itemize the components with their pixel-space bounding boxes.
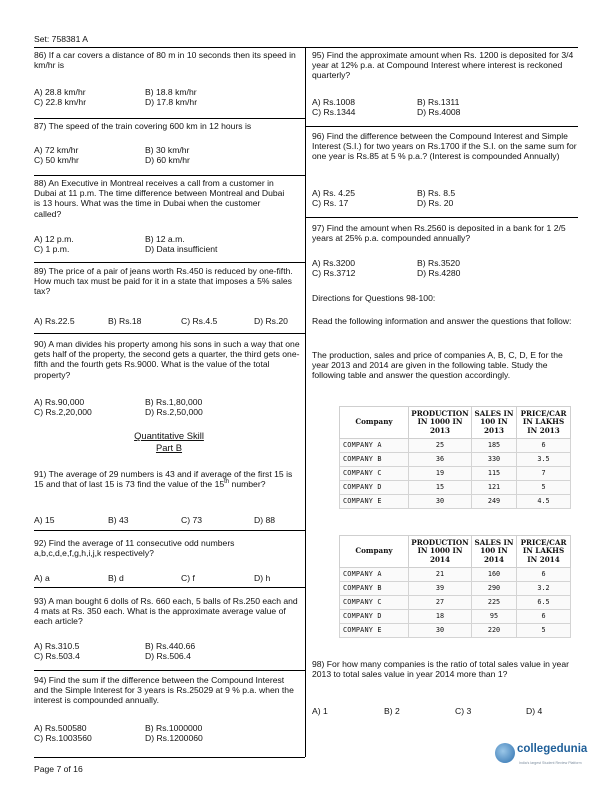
- cell: 6: [517, 439, 571, 453]
- section-title: Quantitative Skill: [134, 430, 204, 441]
- q94-option-d: D) Rs.1200060: [145, 733, 203, 743]
- q97-option-b: B) Rs.3520: [417, 258, 460, 268]
- q90-option-c: C) Rs.2,20,000: [34, 407, 92, 417]
- divider: [34, 175, 305, 176]
- q95-option-d: D) Rs.4008: [417, 107, 461, 117]
- header-production: PRODUCTION IN 1000 IN 2014: [409, 536, 472, 568]
- q87-option-d: D) 60 km/hr: [145, 155, 190, 165]
- divider: [34, 530, 305, 531]
- cell: 5: [517, 624, 571, 638]
- cell: 30: [409, 495, 472, 509]
- cell: 95: [472, 610, 517, 624]
- question-91: [34, 469, 300, 489]
- cell: COMPANY C: [340, 467, 409, 481]
- q92-option-a: A) a: [34, 573, 50, 583]
- q93-option-a: A) Rs.310.5: [34, 641, 80, 651]
- cell: 185: [472, 439, 517, 453]
- question-96: 96) Find the difference between the Compound Interest and Simple Interest (S.I.) for two years on Rs.1700 if the S.I. on the same sum for one year is Rs.85 at 5 % p.a.? (Interest is compounded Annually): [312, 131, 577, 162]
- q94-option-b: B) Rs.1000000: [145, 723, 203, 733]
- header-company: Company: [340, 536, 409, 568]
- divider: [305, 126, 578, 127]
- cell: 6.5: [517, 596, 571, 610]
- q87-option-b: B) 30 km/hr: [145, 145, 190, 155]
- q97-option-c: C) Rs.3712: [312, 268, 356, 278]
- superscript: th: [224, 479, 230, 486]
- q86-option-d: D) 17.8 km/hr: [145, 97, 198, 107]
- q89-option-b: B) Rs.18: [108, 316, 142, 326]
- logo-name: collegedunia: [517, 743, 588, 755]
- table-header-row: [340, 536, 571, 568]
- cell: COMPANY D: [340, 481, 409, 495]
- question-95: 95) Find the approximate amount when Rs. 1200 is deposited for 3/4 year at 12% p.a. at Compound Interest where interest is reckoned quarterly?: [312, 50, 574, 81]
- q91-option-d: D) 88: [254, 515, 276, 525]
- cell: 6: [517, 568, 571, 582]
- q88-option-c: C) 1 p.m.: [34, 244, 70, 254]
- header-company: Company: [340, 407, 409, 439]
- table-row: [340, 467, 571, 481]
- q98-option-d: D) 4: [526, 706, 543, 716]
- cell: 115: [472, 467, 517, 481]
- directions-instruction: Read the following information and answer the questions that follow:: [312, 316, 572, 326]
- q86-option-b: B) 18.8 km/hr: [145, 87, 197, 97]
- q88-option-a: A) 12 p.m.: [34, 234, 74, 244]
- cell: COMPANY B: [340, 453, 409, 467]
- cell: 18: [409, 610, 472, 624]
- question-90: 90) A man divides his property among his sons in such a way that one gets half of the property, the second gets a quarter, the third gets one-fifth and the fourth gets Rs.9000. What is the value of the total property?: [34, 339, 300, 380]
- divider: [34, 587, 305, 588]
- q96-option-a: A) Rs. 4.25: [312, 188, 355, 198]
- divider: [34, 262, 305, 263]
- table-row: [340, 453, 571, 467]
- cell: 7: [517, 467, 571, 481]
- divider: [305, 217, 578, 218]
- question-93: 93) A man bought 6 dolls of Rs. 660 each, 5 balls of Rs.250 each and 4 mats at Rs. 350 each. What is the approximate average value of each article?: [34, 596, 298, 627]
- q98-option-a: A) 1: [312, 706, 328, 716]
- question-97: 97) Find the amount when Rs.2560 is deposited in a bank for 1 2/5 years at 25% p.a. compounded annually?: [312, 223, 566, 244]
- header-price: PRICE/CAR IN LAKHS IN 2014: [517, 536, 571, 568]
- cell: 121: [472, 481, 517, 495]
- cell: 5: [517, 481, 571, 495]
- q94-option-a: A) Rs.500580: [34, 723, 87, 733]
- q96-option-b: B) Rs. 8.5: [417, 188, 456, 198]
- q90-option-a: A) Rs.90,000: [34, 397, 85, 407]
- q90-option-d: D) Rs.2,50,000: [145, 407, 203, 417]
- header-sales: SALES IN 100 IN 2013: [472, 407, 517, 439]
- header-production: PRODUCTION IN 1000 IN 2013: [409, 407, 472, 439]
- q97-option-d: D) Rs.4280: [417, 268, 461, 278]
- directions-passage: The production, sales and price of companies A, B, C, D, E for the year 2013 and 2014 are given in the following table. Study the following table and answer the question accordingly.: [312, 350, 563, 381]
- table-2013: [339, 406, 571, 509]
- divider: [34, 757, 305, 758]
- cell: COMPANY A: [340, 439, 409, 453]
- page-number: Page 7 of 16: [34, 764, 83, 774]
- cell: 220: [472, 624, 517, 638]
- section-part: Part B: [155, 442, 183, 453]
- table-row: [340, 582, 571, 596]
- q88-option-b: B) 12 a.m.: [145, 234, 185, 244]
- q91-option-b: B) 43: [108, 515, 129, 525]
- cell: 36: [409, 453, 472, 467]
- cell: 290: [472, 582, 517, 596]
- q86-option-a: A) 28.8 km/hr: [34, 87, 86, 97]
- cell: COMPANY A: [340, 568, 409, 582]
- table-row: [340, 596, 571, 610]
- cell: 19: [409, 467, 472, 481]
- cell: COMPANY D: [340, 610, 409, 624]
- cell: 225: [472, 596, 517, 610]
- q89-option-c: C) Rs.4.5: [181, 316, 218, 326]
- q95-option-a: A) Rs.1008: [312, 97, 355, 107]
- table-row: [340, 624, 571, 638]
- question-86: 86) If a car covers a distance of 80 m in 10 seconds then its speed in km/hr is: [34, 50, 296, 71]
- q93-option-c: C) Rs.503.4: [34, 651, 80, 661]
- table-row: [340, 568, 571, 582]
- cell: 30: [409, 624, 472, 638]
- divider: [34, 118, 305, 119]
- q95-option-b: B) Rs.1311: [417, 97, 460, 107]
- q91-option-a: A) 15: [34, 515, 55, 525]
- table-row: [340, 495, 571, 509]
- q98-option-b: B) 2: [384, 706, 400, 716]
- q86-option-c: C) 22.8 km/hr: [34, 97, 87, 107]
- cell: COMPANY E: [340, 624, 409, 638]
- q97-option-a: A) Rs.3200: [312, 258, 355, 268]
- header-sales: SALES IN 100 IN 2014: [472, 536, 517, 568]
- cell: COMPANY B: [340, 582, 409, 596]
- cell: 39: [409, 582, 472, 596]
- cell: 4.5: [517, 495, 571, 509]
- q95-option-c: C) Rs.1344: [312, 107, 356, 117]
- q91-option-c: C) 73: [181, 515, 203, 525]
- cell: COMPANY C: [340, 596, 409, 610]
- table-header-row: [340, 407, 571, 439]
- divider: [34, 333, 305, 334]
- cell: 160: [472, 568, 517, 582]
- table-row: [340, 439, 571, 453]
- question-94: 94) Find the sum if the difference between the Compound Interest and the Simple Interest for 3 years is Rs.25029 at 9 % p.a. when the interest is compounded annually.: [34, 675, 294, 706]
- q92-option-b: B) d: [108, 573, 124, 583]
- q87-option-a: A) 72 km/hr: [34, 145, 79, 155]
- cell: 3.2: [517, 582, 571, 596]
- logo-globe-icon: [495, 743, 515, 763]
- q98-option-c: C) 3: [455, 706, 472, 716]
- table-row: [340, 610, 571, 624]
- set-number: Set: 758381 A: [34, 34, 88, 44]
- question-92: 92) Find the average of 11 consecutive odd numbers a,b,c,d,e,f,g,h,i,j,k respectively?: [34, 538, 235, 559]
- question-91-tail: number?: [229, 479, 266, 490]
- question-88: 88) An Executive in Montreal receives a call from a customer in Dubai at 11 p.m. The time difference between Montreal and Dubai is 13 hours. What was the time in Dubai when the customer called?: [34, 178, 285, 219]
- q96-option-c: C) Rs. 17: [312, 198, 349, 208]
- cell: 3.5: [517, 453, 571, 467]
- q92-option-c: C) f: [181, 573, 195, 583]
- cell: 249: [472, 495, 517, 509]
- question-91-text: 91) The average of 29 numbers is 43 and if average of the first 15 is 15 and that of last 15 is 73 find the value of the 15: [34, 469, 293, 490]
- q90-option-b: B) Rs.1,80,000: [145, 397, 203, 407]
- q89-option-d: D) Rs.20: [254, 316, 288, 326]
- cell: 15: [409, 481, 472, 495]
- column-divider: [305, 47, 306, 757]
- logo-tagline: India's largest Student Review Platform: [519, 761, 582, 765]
- header-divider: [34, 47, 578, 48]
- table-row: [340, 481, 571, 495]
- cell: 6: [517, 610, 571, 624]
- cell: 330: [472, 453, 517, 467]
- q93-option-d: D) Rs.506.4: [145, 651, 191, 661]
- q93-option-b: B) Rs.440.66: [145, 641, 196, 651]
- q96-option-d: D) Rs. 20: [417, 198, 454, 208]
- directions-heading: Directions for Questions 98-100:: [312, 293, 436, 303]
- table-2014: [339, 535, 571, 638]
- cell: 25: [409, 439, 472, 453]
- q88-option-d: D) Data insufficient: [145, 244, 218, 254]
- cell: COMPANY E: [340, 495, 409, 509]
- question-98: 98) For how many companies is the ratio of total sales value in year 2013 to total sales value in year 2014 more than 1?: [312, 659, 569, 680]
- cell: 27: [409, 596, 472, 610]
- q94-option-c: C) Rs.1003560: [34, 733, 92, 743]
- divider: [34, 670, 305, 671]
- question-89: 89) The price of a pair of jeans worth Rs.450 is reduced by one-fifth. How much tax must be paid for it in a state that imposes a 5% sales tax?: [34, 266, 293, 297]
- header-price: PRICE/CAR IN LAKHS IN 2013: [517, 407, 571, 439]
- q92-option-d: D) h: [254, 573, 271, 583]
- question-87: 87) The speed of the train covering 600 km in 12 hours is: [34, 121, 252, 131]
- q89-option-a: A) Rs.22.5: [34, 316, 75, 326]
- cell: 21: [409, 568, 472, 582]
- q87-option-c: C) 50 km/hr: [34, 155, 79, 165]
